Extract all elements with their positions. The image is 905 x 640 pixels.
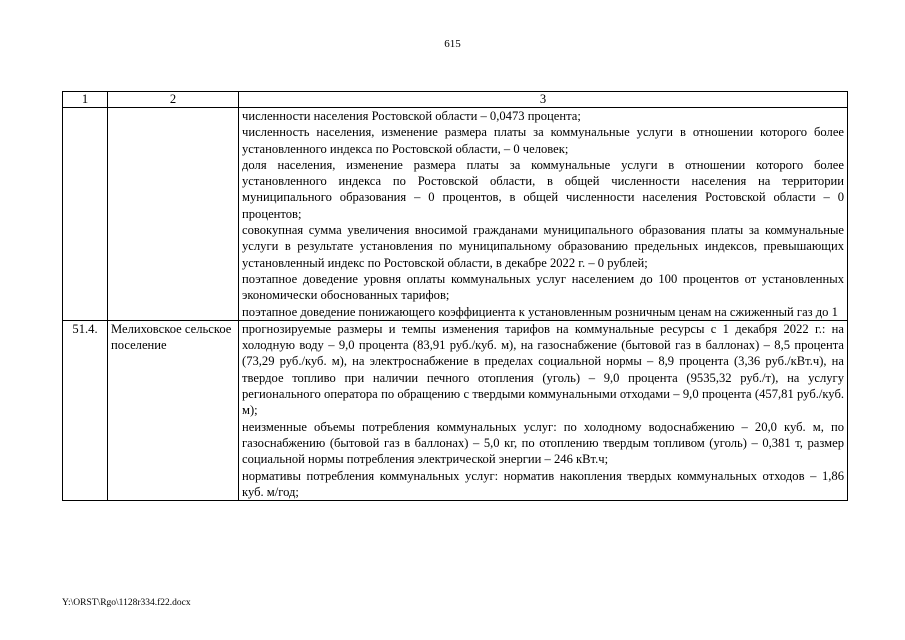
paragraph: численности населения Ростовской области – 0,0473 процента; — [242, 109, 581, 123]
table-row — [63, 108, 848, 321]
row-name-cell: Мелиховское сельское поселение — [108, 320, 239, 500]
row-content-cell — [239, 108, 848, 321]
paragraph: доля населения, изменение размера платы за коммунальные услуги в отношении которого более установленного индекса по Ростовской области, в общей численности населения на территории муниципального образования – 0 процентов, в общей численности населения Ростовской области – 0 процентов; — [242, 157, 844, 221]
table-header-row — [63, 92, 848, 108]
paragraph: неизменные объемы потребления коммунальных услуг: по холодному водоснабжению – 20,0 куб. м, по газоснабжению (бытовой газ в баллонах) – 5,0 кг, по отоплению твердым топливом (уголь) – 0,381 т, размер социальной нормы потребления электрической энергии – 246 кВт.ч; — [242, 419, 844, 467]
page-number: 615 — [444, 38, 461, 50]
column-header-2: 2 — [108, 92, 239, 108]
row-number-cell: 51.4. — [63, 320, 108, 500]
column-header-3: 3 — [239, 92, 848, 108]
document-table — [62, 91, 848, 501]
paragraph: поэтапное доведение понижающего коэффициента к установленным розничным ценам на сжиженный газ до 1 — [242, 304, 838, 319]
paragraph: нормативы потребления коммунальных услуг: норматив накопления твердых коммунальных отходов – 1,86 куб. м/год; — [242, 468, 844, 499]
column-header-1: 1 — [63, 92, 108, 108]
paragraph: прогнозируемые размеры и темпы изменения тарифов на коммунальные ресурсы с 1 декабря 2022 г.: на холодную воду – 9,0 процента (83,91 руб./куб. м), на газоснабжение (бытовой газ в баллонах) – 8,5 процента (73,29 руб./куб. м), на электроснабжение в пределах социальной нормы – 8,9 процента (3,36 руб./кВт.ч), на твердое топливо при наличии печного отопления (уголь) – 9,0 процента (9535,32 руб./т), на услугу регионального оператора по обращению с твердыми коммунальными отходами – 9,0 процента (457,81 руб./куб. м); — [242, 321, 844, 418]
row-number-cell — [63, 108, 108, 321]
row-name-cell — [108, 108, 239, 321]
paragraph: поэтапное доведение уровня оплаты коммунальных услуг населением до 100 процентов от установленных экономически обоснованных тарифов; — [242, 271, 844, 303]
paragraph: численность населения, изменение размера платы за коммунальные услуги в отношении которого более установленного индекса по Ростовской области, – 0 человек; — [242, 125, 844, 156]
paragraph: совокупная сумма увеличения вносимой гражданами муниципального образования платы за коммунальные услуги в результате установления по муниципальному образованию предельных индексов, превышающих установленный индекс по Ростовской области, в декабре 2022 г. – 0 рублей; — [242, 223, 844, 270]
table-row — [63, 320, 848, 500]
file-path-footer: Y:\ORST\Rgo\1128r334.f22.docx — [62, 598, 191, 608]
row-content-cell — [239, 320, 848, 500]
